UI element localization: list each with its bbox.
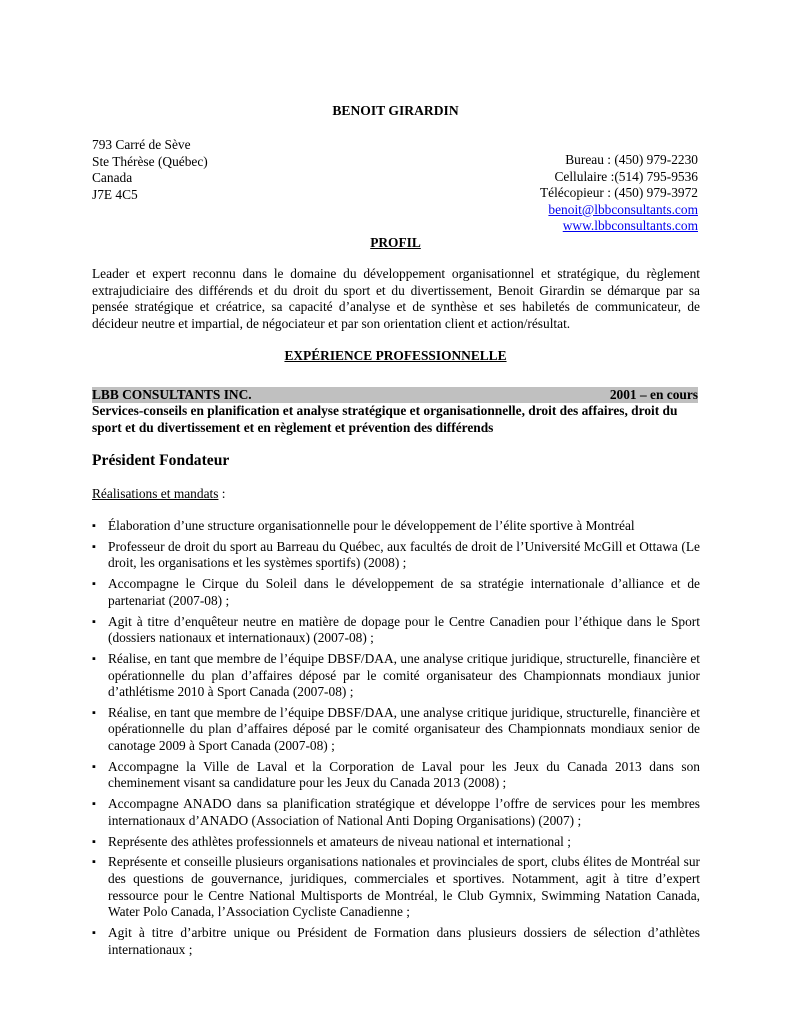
list-item: ▪ Accompagne le Cirque du Soleil dans le développement de sa stratégie internationale d’alliance et de partenariat (2007-08) ; (92, 576, 700, 609)
role-title: Président Fondateur (92, 452, 230, 469)
list-item: ▪ Représente et conseille plusieurs organisations nationales et provinciales de sport, clubs élites de Montréal sur des questions de gouvernance, juridiques, commerciales et sportives. Notamment, agit à titre d’expert ressource pour le Centre National Multisports de Montréal, le Club Gymnix, Swimming Natation Canada, Water Polo Canada, l’Association Cycliste Canadienne ; (92, 854, 700, 920)
contact-block (480, 152, 698, 235)
fax: Télécopieur : (450) 979-3972 (539, 185, 698, 200)
resume-name: BENOIT GIRARDIN (332, 103, 459, 118)
address-postal-code: J7E 4C5 (92, 186, 138, 202)
company-period: 2001 – en cours (609, 387, 698, 402)
address-street: 793 Carré de Sève (92, 137, 191, 152)
list-item: ▪ Agit à titre d’arbitre unique ou Président de Formation dans plusieurs dossiers de sélection d’athlètes internationaux ; (92, 925, 700, 958)
profil-heading: PROFIL (370, 235, 421, 250)
address-block (92, 137, 208, 203)
realisations-label-text: Réalisations et mandats (92, 486, 219, 501)
list-item: ▪ Accompagne la Ville de Laval et la Corporation de Laval pour les Jeux du Canada 2013 dans son cheminement visant sa candidature pour les Jeux du Canada 2013 (2008) ; (92, 759, 700, 792)
list-item: ▪ Accompagne ANADO dans sa planification stratégique et développe l’offre de services pour les membres internationaux d’ANADO (Association of National Anti Doping Organisations) (2007) ; (92, 796, 700, 829)
list-item: ▪ Représente des athlètes professionnels et amateurs de niveau national et international ; (92, 834, 700, 851)
phone-office: Bureau : (450) 979-2230 (565, 152, 698, 167)
realisations-list (92, 518, 700, 962)
address-country: Canada (92, 170, 133, 185)
realisations-label (92, 486, 226, 502)
list-item: ▪ Réalise, en tant que membre de l’équipe DBSF/DAA, une analyse critique juridique, structurelle, financière et opérationnelle du plan d’affaires déposé par le comité organisateur des Championnats mondiaux senior de canotage 2009 à Sport Canada (2007-08) ; (92, 705, 700, 755)
company-bar (92, 387, 698, 403)
company-services: Services-conseils en planification et analyse stratégique et organisationnelle, droit des affaires, droit du sport et du divertissement et en règlement et prévention des différends (92, 403, 678, 435)
experience-heading: EXPÉRIENCE PROFESSIONNELLE (284, 348, 507, 363)
website-link[interactable]: www.lbbconsultants.com (562, 218, 698, 233)
list-item: ▪ Élaboration d’une structure organisationnelle pour le développement de l’élite sportive à Montréal (92, 518, 700, 535)
realisations-label-suffix: : (218, 486, 226, 501)
phone-mobile: Cellulaire :(514) 795-9536 (554, 168, 698, 184)
list-item: ▪ Professeur de droit du sport au Barreau du Québec, aux facultés de droit de l’Université McGill et Ottawa (Le droit, les organisations et les systèmes sportifs) (2008) ; (92, 539, 700, 572)
list-item: ▪ Agit à titre d’enquêteur neutre en matière de dopage pour le Centre Canadien pour l’éthique dans le Sport (dossiers nationaux et internationaux) (2007-08) ; (92, 614, 700, 647)
address-city: Ste Thérèse (Québec) (92, 153, 208, 169)
company-name: LBB CONSULTANTS INC. (92, 387, 252, 402)
email-link[interactable]: benoit@lbbconsultants.com (548, 201, 698, 217)
list-item: ▪ Réalise, en tant que membre de l’équipe DBSF/DAA, une analyse critique juridique, structurelle, financière et opérationnelle du plan d’affaires déposé par le comité organisateur des Championnats mondiaux junior d’athlétisme 2010 à Sport Canada (2007-08) ; (92, 651, 700, 701)
profil-text: Leader et expert reconnu dans le domaine du développement organisationnel et stratégique, du règlement extrajudiciaire des différends et du droit du sport et du divertissement, Benoit Girardin se démarque par sa pensée stratégique et créatrice, sa capacité d’analyse et de synthèse et ses habiletés de communicateur, de décideur neutre et impartial, de négociateur et par son orientation client et action/résultat. (92, 266, 700, 331)
